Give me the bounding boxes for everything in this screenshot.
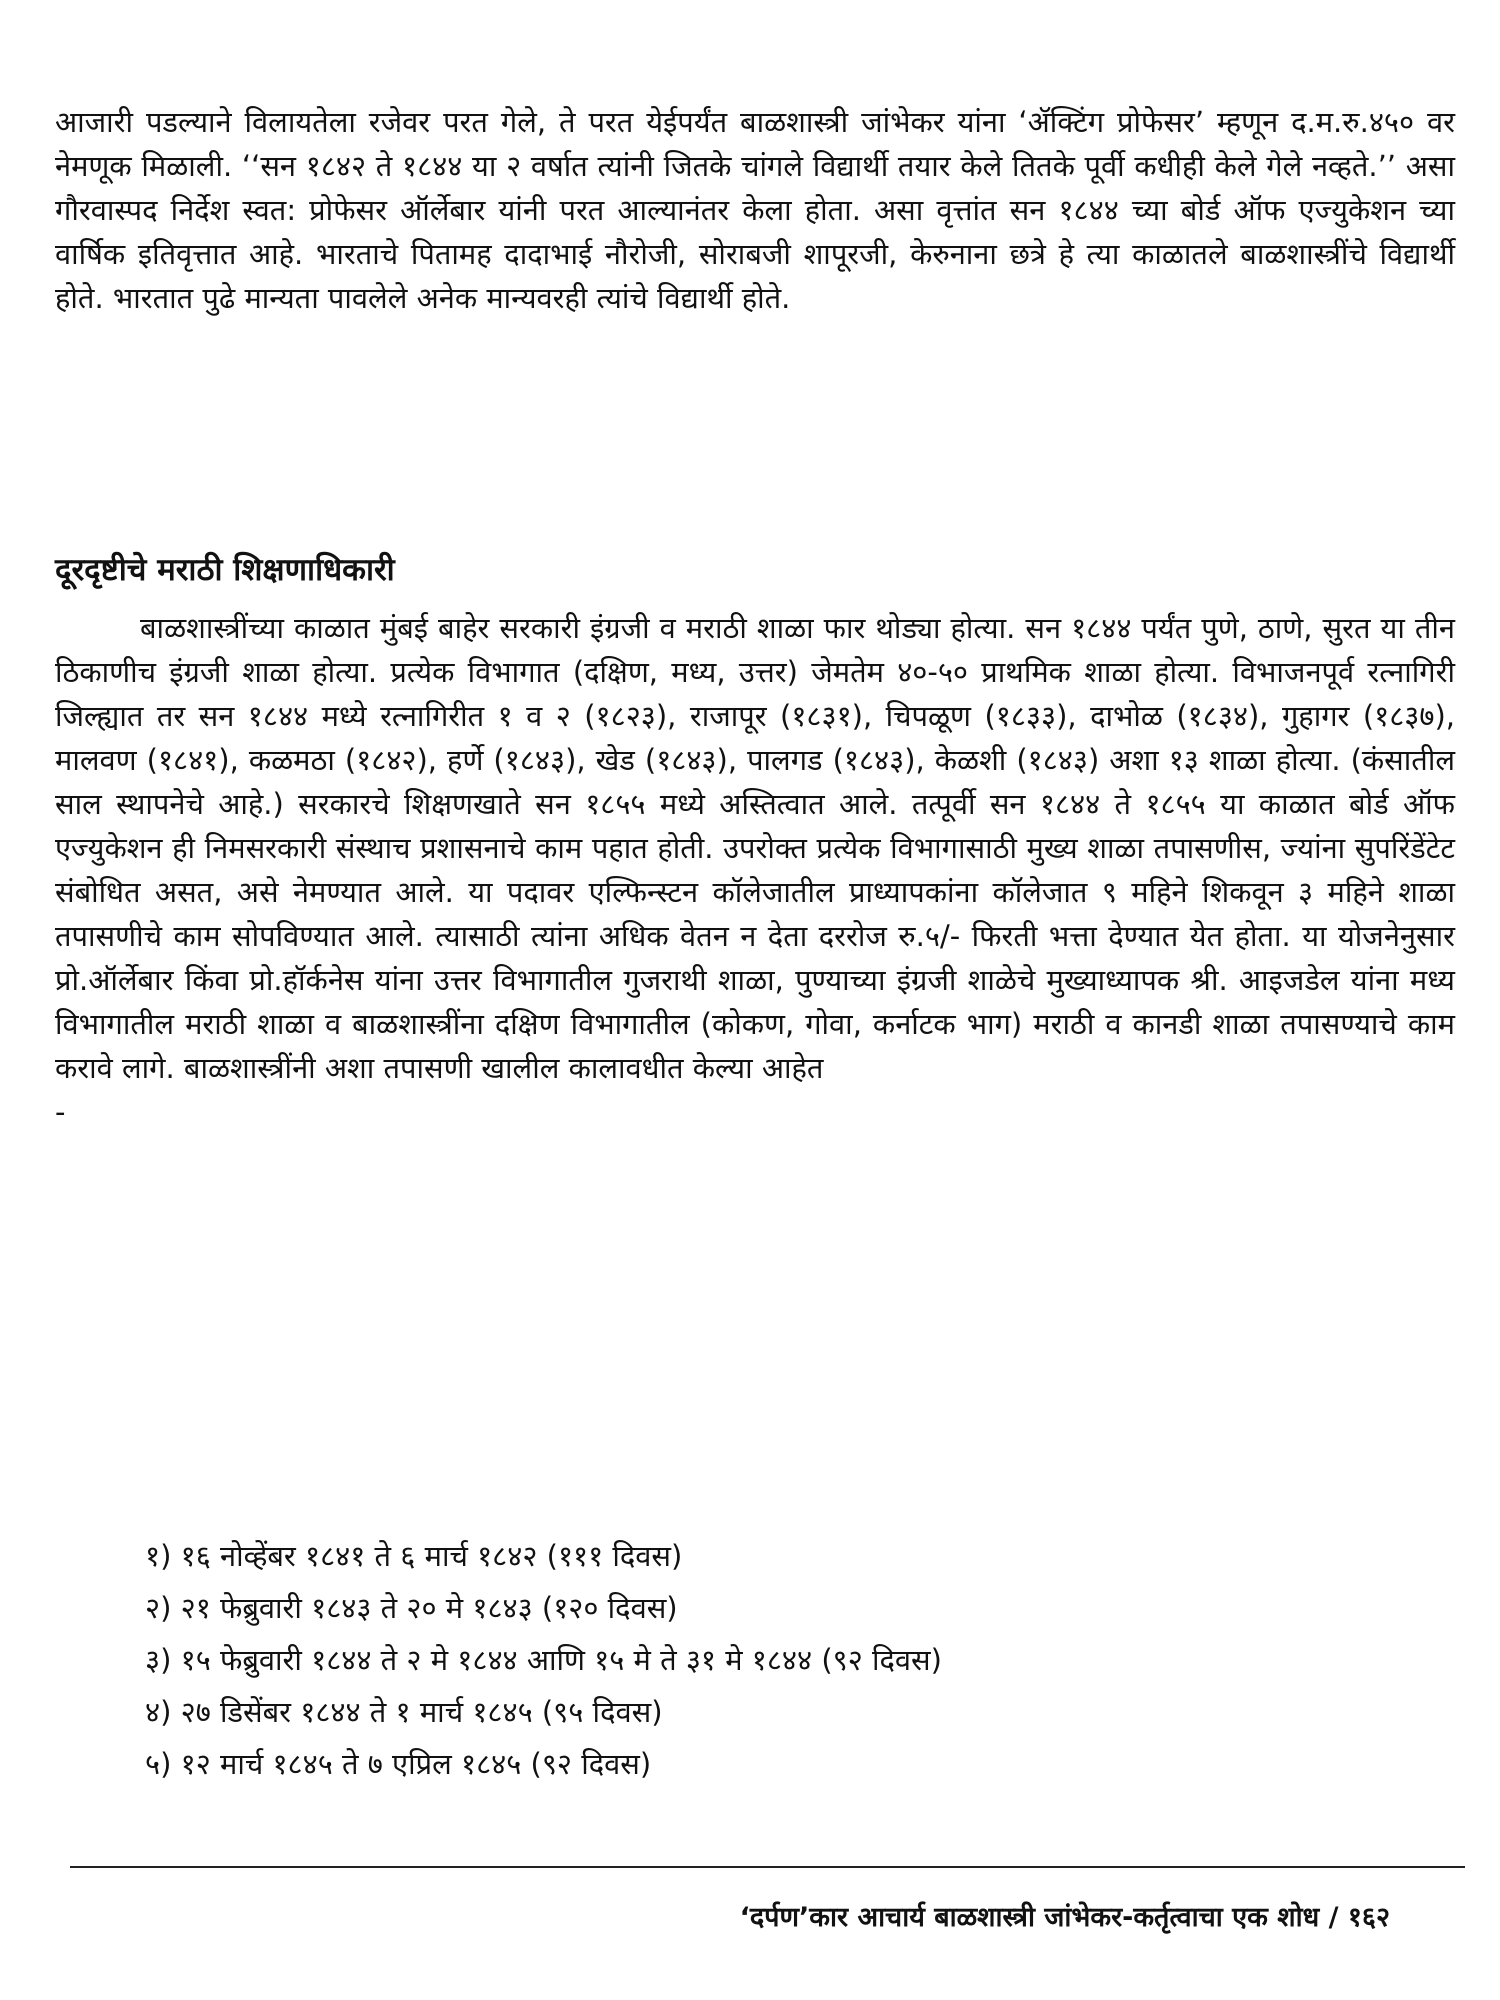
inspection-list xyxy=(145,1530,942,1790)
list-item: २) २१ फेब्रुवारी १८४३ ते २० मे १८४३ (१२० दिवस) xyxy=(145,1591,678,1625)
list-item: ४) २७ डिसेंबर १८४४ ते १ मार्च १८४५ (९५ दिवस) xyxy=(145,1695,663,1729)
body-text-block xyxy=(55,606,1455,1134)
list-item: ३) १५ फेब्रुवारी १८४४ ते २ मे १८४४ आणि १५ मे ते ३१ मे १८४४ (९२ दिवस) xyxy=(145,1643,942,1677)
footer-book-title: ‘दर्पण’कार आचार्य बाळशास्त्री जांभेकर-कर्तृत्वाचा एक शोध xyxy=(739,1902,1320,1933)
intro-paragraph: आजारी पडल्याने विलायतेला रजेवर परत गेले, ते परत येईपर्यंत बाळशास्त्री जांभेकर यांना ‘ॲक्टिंग प्रोफेसर’ म्हणून द.म.रु.४५० वर नेमणूक मिळाली. ‘‘सन १८४२ ते १८४४ या २ वर्षात त्यांनी जितके चांगले विद्यार्थी तयार केले तितके पूर्वी कधीही केले गेले नव्हते.’’ असा गौरवास्पद निर्देश स्वत: प्रोफेसर ऑर्लेबार यांनी परत आल्यानंतर केला होता. असा वृत्तांत सन १८४४ च्या बोर्ड ऑफ एज्युकेशन च्या वार्षिक इतिवृत्तात आहे. भारताचे पितामह दादाभाई नौरोजी, सोराबजी शापूरजी, केरुनाना छत्रे हे त्या काळातले बाळशास्त्रींचे विद्यार्थी होते. भारतात पुढे मान्यता पावलेले अनेक मान्यवरही त्यांचे विद्यार्थी होते. xyxy=(55,105,1455,315)
footer-separator: / xyxy=(1328,1902,1339,1933)
list-item: ५) १२ मार्च १८४५ ते ७ एप्रिल १८४५ (९२ दिवस) xyxy=(145,1747,652,1781)
section-heading: दूरदृष्टीचे मराठी शिक्षणाधिकारी xyxy=(55,552,395,588)
intro-text-block xyxy=(55,100,1455,320)
body-paragraph: बाळशास्त्रींच्या काळात मुंबई बाहेर सरकारी इंग्रजी व मराठी शाळा फार थोड्या होत्या. सन १८४४ पर्यंत पुणे, ठाणे, सुरत या तीन ठिकाणीच इंग्रजी शाळा होत्या. प्रत्येक विभागात (दक्षिण, मध्य, उत्तर) जेमतेम ४०-५० प्राथमिक शाळा होत्या. विभाजनपूर्व रत्नागिरी जिल्ह्यात तर सन १८४४ मध्ये रत्नागिरीत १ व २ (१८२३), राजापूर (१८३१), चिपळूण (१८३३), दाभोळ (१८३४), गुहागर (१८३७), मालवण (१८४१), कळमठा (१८४२), हर्णे (१८४३), खेड (१८४३), पालगड (१८४३), केळशी (१८४३) अशा १३ शाळा होत्या. (कंसातील साल स्थापनेचे आहे.) सरकारचे शिक्षणखाते सन १८५५ मध्ये अस्तित्वात आले. तत्पूर्वी सन १८४४ ते १८५५ या काळात बोर्ड ऑफ एज्युकेशन ही निमसरकारी संस्थाच प्रशासनाचे काम पहात होती. उपरोक्त प्रत्येक विभागासाठी मुख्य शाळा तपासणीस, ज्यांना सुपरिंडेंटेट संबोधित असत, असे नेमण्यात आले. या पदावर एल्फिन्स्टन कॉलेजातील प्राध्यापकांना कॉलेजात ९ महिने शिकवून ३ महिने शाळा तपासणीचे काम सोपविण्यात आले. त्यासाठी त्यांना अधिक वेतन न देता दररोज रु.५/- फिरती भत्ता देण्यात येत होता. या योजनेनुसार प्रो.ऑर्लेबार किंवा प्रो.हॉर्कनेस यांना उत्तर विभागातील गुजराथी शाळा, पुण्याच्या इंग्रजी शाळेचे मुख्याध्यापक श्री. आइजडेल यांना मध्य विभागातील मराठी शाळा व बाळशास्त्रींना दक्षिण विभागातील (कोकण, गोवा, कर्नाटक भाग) मराठी व कानडी शाळा तपासण्याचे काम करावे लागे. बाळशास्त्रींनी अशा तपासणी खालील कालावधीत केल्या आहेत xyxy=(55,611,1455,1085)
list-item: १) १६ नोव्हेंबर १८४१ ते ६ मार्च १८४२ (१११ दिवस) xyxy=(145,1539,683,1573)
page-footer xyxy=(0,1898,1390,1938)
page-number: १६२ xyxy=(1347,1902,1390,1933)
footer-divider xyxy=(70,1866,1465,1868)
body-dash: - xyxy=(55,1095,66,1129)
